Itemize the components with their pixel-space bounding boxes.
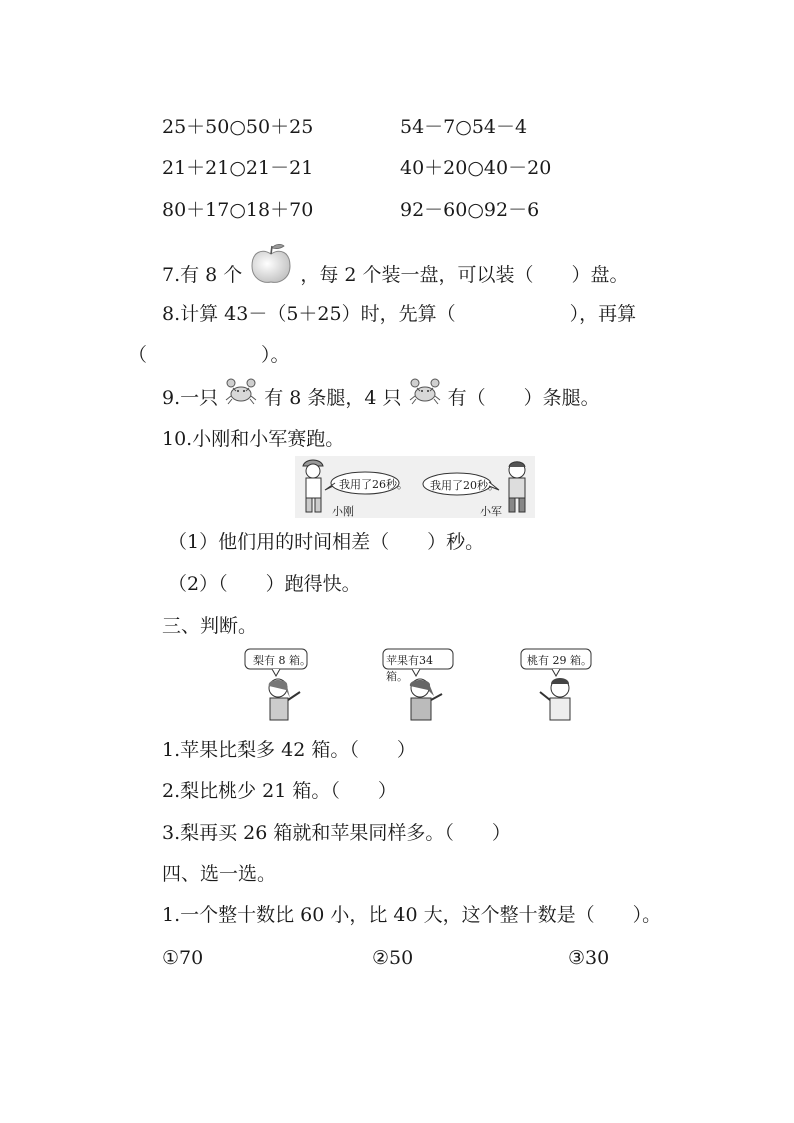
crab-icon	[224, 376, 258, 412]
choice-option-1: ①70	[162, 947, 204, 969]
bubble-right-text: 我用了20秒。	[430, 479, 499, 492]
question-9-part-a: 9.一只	[162, 387, 219, 409]
bubble-peach-text: 桃有 29 箱。	[527, 654, 592, 667]
compare-row-1-right: 54－7○54－4	[400, 116, 528, 138]
judge-illustration-pear	[244, 648, 314, 724]
question-7-pre: 7.有 8 个	[162, 264, 243, 286]
compare-row-3-left: 80＋17○18＋70	[162, 199, 314, 221]
compare-row-1-left: 25＋50○50＋25	[162, 116, 314, 138]
question-9	[162, 386, 600, 412]
bubble-apple-text: 苹果有34箱。	[386, 654, 433, 683]
choice-option-3: ③30	[568, 947, 610, 969]
question-10-title: 10.小刚和小军赛跑。	[162, 428, 345, 450]
compare-row-2-left: 21＋21○21－21	[162, 157, 314, 179]
section-3-heading: 三、判断。	[162, 615, 258, 637]
judge-item-3: 3.梨再买 26 箱就和苹果同样多。（ ）	[162, 822, 511, 844]
choice-question-1: 1.一个整十数比 60 小，比 40 大，这个整十数是（ ）。	[162, 904, 662, 926]
caption-xiaojun: 小军	[480, 505, 502, 518]
caption-xiaogang: 小刚	[332, 505, 354, 518]
judge-item-1: 1.苹果比梨多 42 箱。（ ）	[162, 739, 416, 761]
question-9-part-c: 有（ ）条腿。	[447, 387, 600, 409]
section-4-heading: 四、选一选。	[162, 863, 277, 885]
judge-illustration-peach	[520, 648, 592, 724]
question-8-line-1: 8.计算 43－（5＋25）时，先算（ ），再算	[162, 303, 637, 325]
crab-icon	[408, 376, 442, 412]
compare-row-2-right: 40＋20○40－20	[400, 157, 552, 179]
question-10-sub-2: （2）（ ）跑得快。	[168, 573, 361, 595]
bubble-left-text: 我用了26秒。	[339, 478, 408, 491]
judge-illustration-apple	[382, 648, 454, 724]
question-7	[162, 260, 629, 292]
question-8-line-2: （ ）。	[128, 344, 290, 366]
judge-item-2: 2.梨比桃少 21 箱。（ ）	[162, 780, 397, 802]
question-9-part-b: 有 8 条腿，4 只	[264, 387, 402, 409]
apple-icon	[248, 242, 294, 292]
question-10-sub-1: （1）他们用的时间相差（ ）秒。	[168, 531, 485, 553]
choice-option-2: ②50	[372, 947, 414, 969]
compare-row-3-right: 92－60○92－6	[400, 199, 540, 221]
question-7-post: ，每 2 个装一盘，可以装（ ）盘。	[300, 264, 629, 286]
bubble-pear-text: 梨有 8 箱。	[253, 654, 311, 667]
